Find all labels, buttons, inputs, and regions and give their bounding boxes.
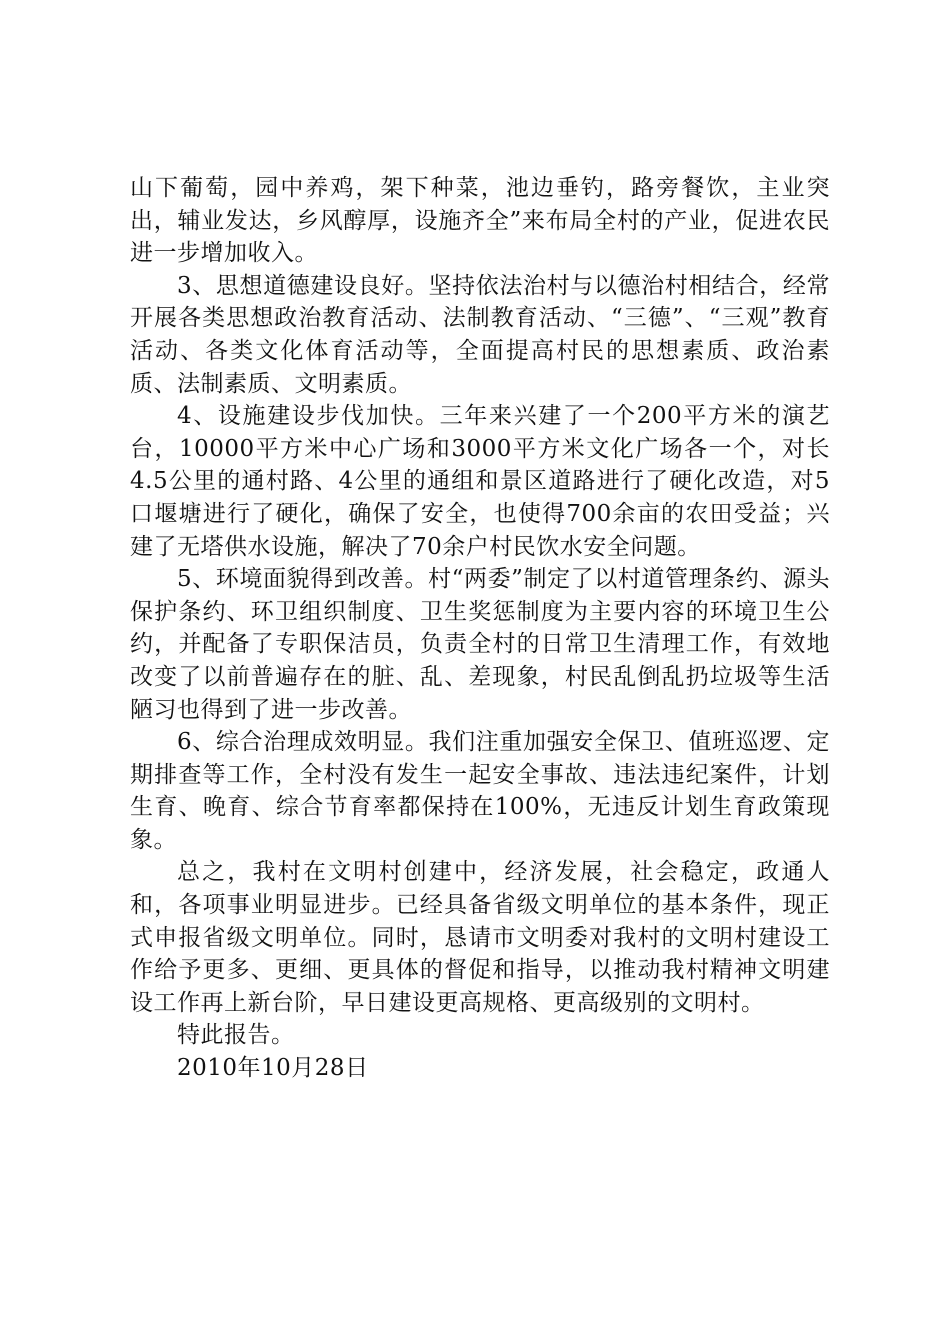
paragraph-conclusion: 总之，我村在文明村创建中，经济发展，社会稳定，政通人和，各项事业明显进步。已经具备省级文明单位的基本条件，现正式申报省级文明单位。同时，恳请市文明委对我村的文明村建设工作给予更多、更细、更具体的督促和指导，以推动我村精神文明建设工作再上新台阶，早日建设更高规格、更高级别的文明村。 bbox=[130, 859, 830, 1016]
closing-statement: 特此报告。 bbox=[177, 1022, 295, 1049]
report-date: 2010年10月28日 bbox=[177, 1055, 369, 1082]
paragraph-moral-construction: 3、思想道德建设良好。坚持依法治村与以德治村相结合，经常开展各类思想政治教育活动、法制教育活动、“三德”、“三观”教育活动、各类文化体育活动等，全面提高村民的思想素质、政治素质、法制素质、文明素质。 bbox=[130, 272, 830, 397]
paragraph-comprehensive-governance: 6、综合治理成效明显。我们注重加强安全保卫、值班巡逻、定期排查等工作，全村没有发生一起安全事故、违法违纪案件，计划生育、晚育、综合节育率都保持在100%，无违反计划生育政策现象。 bbox=[130, 729, 830, 853]
paragraph-facility-construction: 4、设施建设步伐加快。三年来兴建了一个200平方米的演艺台，10000平方米中心广场和3000平方米文化广场各一个，对长4.5公里的通村路、4公里的通组和景区道路进行了硬化改造，对5口堰塘进行了硬化，确保了安全，也使得700余亩的农田受益；兴建了无塔供水设施，解决了70余户村民饮水安全问题。 bbox=[130, 403, 830, 560]
paragraph-industry-layout: 山下葡萄，园中养鸡，架下种菜，池边垂钓，路旁餐饮，主业突出，辅业发达，乡风醇厚，设施齐全”来布局全村的产业，促进农民进一步增加收入。 bbox=[130, 175, 830, 267]
document-body bbox=[130, 172, 830, 1085]
paragraph-environment-improvement: 5、环境面貌得到改善。村“两委”制定了以村道管理条约、源头保护条约、环卫组织制度、卫生奖惩制度为主要内容的环境卫生公约，并配备了专职保洁员，负责全村的日常卫生清理工作，有效地改变了以前普遍存在的脏、乱、差现象，村民乱倒乱扔垃圾等生活陋习也得到了进一步改善。 bbox=[130, 566, 830, 723]
